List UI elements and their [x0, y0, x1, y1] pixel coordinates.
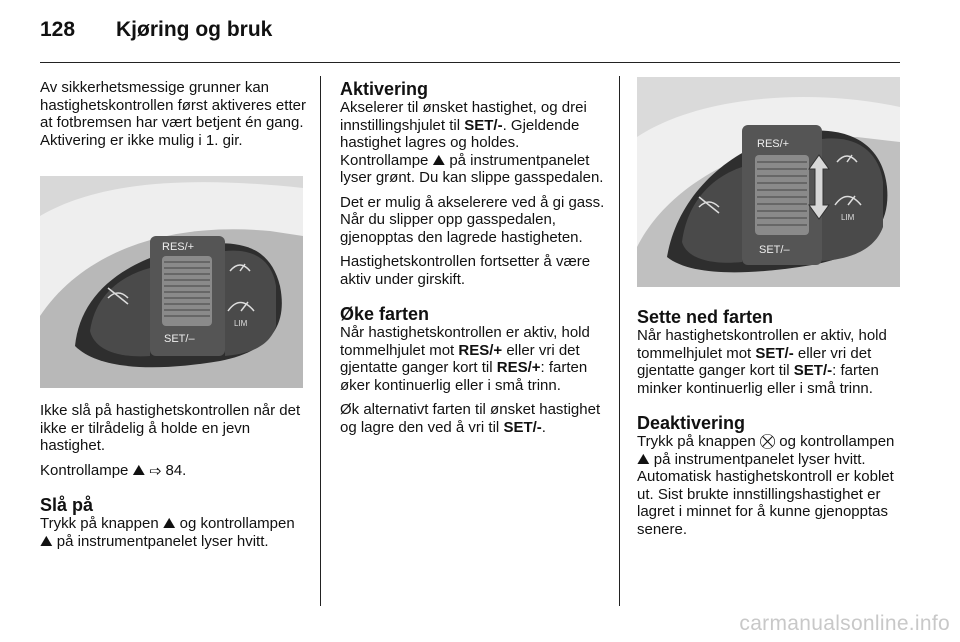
lamp-reference: Kontrollampe ⛰ ⇨ 84. — [40, 461, 187, 479]
heading-reduce-speed: Sette ned farten — [637, 307, 774, 327]
deactivation-paragraph: Trykk på knappen ⛒ og kontrollampen ⛰ på instrumentpanelet lyser hvitt. Automatisk hastighetskontroll er koblet ut. Sist brukte innstillingshastighet er lagret i minnet for å kunne gjenopptas senere. — [637, 433, 895, 538]
column-divider-1 — [320, 76, 321, 606]
intro-paragraph: Av sikkerhetsmessige grunner kan hastighetskontrollen først aktiveres etter at fotbremsen har vært betjent én gang. Aktivering er ikke mulig i 1. gir. — [40, 79, 306, 149]
heading-deactivation: Deaktivering — [637, 413, 746, 433]
thumbwheel-illustration — [637, 77, 900, 287]
page-number: 128 — [40, 18, 76, 41]
switch-on-paragraph: Trykk på knappen ⛰ og kontrollampen ⛰ på instrumentpanelet lyser hvitt. — [40, 515, 295, 550]
column-2 — [340, 79, 605, 443]
warning-paragraph: Ikke slå på hastighetskontrollen når det ikke er tilrådelig å holde en jevn hastighet. — [40, 402, 301, 454]
alternative-paragraph: Øk alternativt farten til ønsket hastighet og lagre den ved å vri til SET/-. — [340, 401, 601, 436]
heading-increase-speed: Øke farten — [340, 304, 430, 324]
steering-controls-figure-1 — [40, 176, 303, 388]
header-rule — [40, 62, 900, 63]
chapter-title: Kjøring og bruk — [116, 18, 273, 41]
page-header — [40, 18, 272, 42]
activation-paragraph: Akselerer til ønsket hastighet, og drei innstillingshjulet til SET/-. Gjeldende hastighet lagres og holdes. Kontrollampe ⛰ på instrumentpanelet lyser grønt. Du kan slippe gasspedalen. — [340, 99, 604, 186]
column-divider-2 — [619, 76, 620, 606]
column-3 — [637, 307, 902, 545]
steering-wheel-controls-illustration — [40, 176, 303, 388]
column-1-lower — [40, 402, 308, 557]
res-label-2: RES/+ — [757, 138, 790, 150]
column-1 — [40, 79, 308, 156]
increase-paragraph: Når hastighetskontrollen er aktiv, hold tommelhjulet mot RES/+ eller vri det gjentatte ganger kort til RES/+: farten øker kontinuerlig eller i små trinn. — [340, 324, 590, 394]
watermark: carmanualsonline.info — [739, 612, 950, 635]
lim-label: LIM — [234, 319, 248, 328]
set-label: SET/– — [164, 333, 195, 345]
res-label: RES/+ — [162, 241, 195, 253]
steering-controls-figure-2 — [637, 77, 900, 287]
heading-switch-on: Slå på — [40, 495, 94, 515]
heading-activation: Aktivering — [340, 79, 429, 99]
accelerate-paragraph: Det er mulig å akselerere ved å gi gass. Når du slipper opp gasspedalen, gjenopptas den lagrede hastigheten. — [340, 193, 605, 246]
set-label-2: SET/– — [759, 244, 790, 256]
lim-label-2: LIM — [841, 213, 855, 222]
gear-change-paragraph: Hastighetskontrollen fortsetter å være aktiv under girskift. — [340, 253, 591, 288]
reduce-paragraph: Når hastighetskontrollen er aktiv, hold tommelhjulet mot SET/- eller vri det gjentatte ganger kort til SET/-: farten minker kontinuerlig eller i små trinn. — [637, 327, 887, 397]
